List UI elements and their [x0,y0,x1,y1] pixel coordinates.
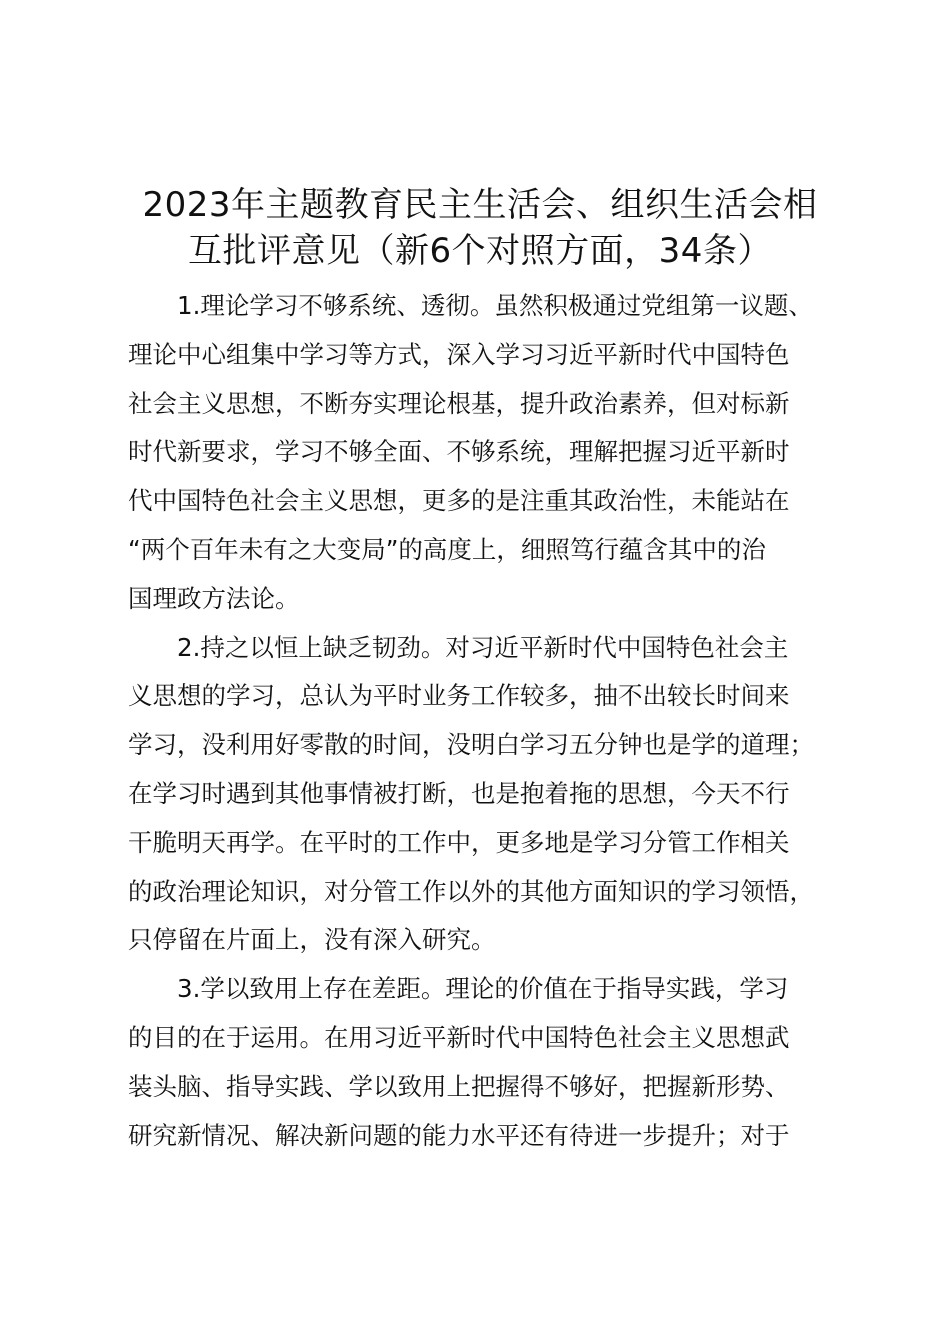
paragraph-line: 的政治理论知识，对分管工作以外的其他方面知识的学习领悟， [128,876,814,906]
title-line-1: 2023年主题教育民主生活会、组织生活会相 [142,185,818,225]
paragraph-line: 代中国特色社会主义思想，更多的是注重其政治性，未能站在 [128,486,790,516]
paragraph-line: 国理政方法论。 [128,583,300,613]
document-body [128,282,868,1160]
paragraph-2 [128,624,868,966]
paragraph-line: 干脆明天再学。在平时的工作中，更多地是学习分管工作相关 [128,827,790,857]
paragraph-3 [128,965,868,1160]
document-title [110,182,850,274]
paragraph-line: 2.持之以恒上缺乏韧劲。对习近平新时代中国特色社会主 [177,632,789,662]
paragraph-line: 装头脑、指导实践、学以致用上把握得不够好，把握新形势、 [128,1071,790,1101]
paragraph-line: “两个百年未有之大变局”的高度上，细照笃行蕴含其中的治 [128,534,766,564]
paragraph-line: 在学习时遇到其他事情被打断，也是抱着拖的思想，今天不行 [128,778,790,808]
title-line-2: 互批评意见（新6个对照方面，34条） [188,231,772,271]
paragraph-line: 只停留在片面上，没有深入研究。 [128,925,496,955]
paragraph-line: 1.理论学习不够系统、透彻。虽然积极通过党组第一议题、 [177,291,813,320]
paragraph-line: 时代新要求，学习不够全面、不够系统，理解把握习近平新时 [128,437,790,467]
paragraph-line: 3.学以致用上存在差距。理论的价值在于指导实践，学习 [177,974,789,1004]
paragraph-line: 理论中心组集中学习等方式，深入学习习近平新时代中国特色 [128,339,790,369]
paragraph-line: 研究新情况、解决新问题的能力水平还有待进一步提升；对于 [128,1120,790,1150]
paragraph-1 [128,282,868,624]
paragraph-line: 义思想的学习，总认为平时业务工作较多，抽不出较长时间来 [128,681,790,711]
paragraph-line: 的目的在于运用。在用习近平新时代中国特色社会主义思想武 [128,1022,790,1052]
paragraph-line: 学习，没利用好零散的时间，没明白学习五分钟也是学的道理； [128,730,814,760]
paragraph-line: 社会主义思想，不断夯实理论根基，提升政治素养，但对标新 [128,388,790,418]
